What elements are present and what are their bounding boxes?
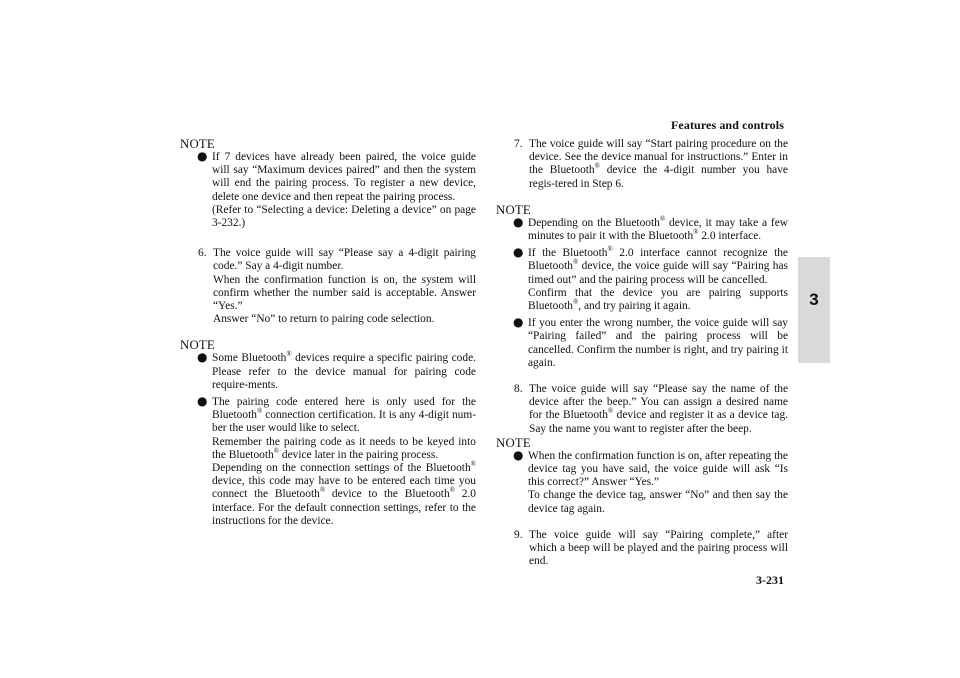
step-number: 8. bbox=[514, 383, 523, 396]
step-7 bbox=[496, 138, 788, 191]
step-8 bbox=[496, 383, 788, 436]
section-tab-number: 3 bbox=[809, 290, 819, 309]
note-label: NOTE bbox=[180, 137, 215, 151]
step-text: The voice guide will say “Please say a 4-digit pairing code.” Say a 4-digit number. bbox=[213, 247, 476, 273]
note-bullet bbox=[180, 352, 476, 392]
note-subtext: Remember the pairing code as it needs to be keyed into the Bluetooth® device later in the pairing process. bbox=[212, 435, 476, 461]
step-text: The voice guide will say “Start pairing procedure on the device. See the device manual for instructions.” Enter in the Bluetooth® device the 4-digit number you have regis-tered in Step 6. bbox=[529, 138, 788, 190]
note-label: NOTE bbox=[496, 435, 531, 450]
note-text: ● If you enter the wrong number, the voice guide will say “Pairing failed” and the pairing process will be cancelled. Confirm the number is right, and try pairing it again. bbox=[528, 317, 788, 369]
note-bullet bbox=[496, 214, 788, 243]
note-subtext: Confirm that the device you are pairing supports Bluetooth®, and try pairing it again. bbox=[528, 286, 788, 313]
note-label: NOTE bbox=[496, 202, 531, 217]
page-number: 3-231 bbox=[756, 573, 784, 587]
step-subtext: When the confirmation function is on, the system will confirm whether the number said is acceptable. Answer “Yes.” bbox=[213, 273, 476, 313]
step-9 bbox=[496, 529, 788, 569]
note-text: ● Some Bluetooth® devices require a specific pairing code. Please refer to the device manual for pairing code require-ments. bbox=[212, 350, 476, 391]
right-column bbox=[496, 138, 788, 581]
note-bullet bbox=[496, 450, 788, 516]
note-text: ● When the confirmation function is on, after repeating the device tag you have said, the voice guide will ask “Is this correct?” Answer “Yes.” bbox=[528, 449, 788, 489]
note-subtext: Depending on the connection settings of the Bluetooth® device, this code may have to be entered each time you connect the Bluetooth® device to the Bluetooth® 2.0 interface. For the default connection settings, refer to the instructions for the device. bbox=[212, 460, 476, 527]
step-6 bbox=[180, 247, 476, 326]
note-bullet bbox=[496, 247, 788, 313]
left-column bbox=[180, 138, 476, 532]
step-number: 6. bbox=[198, 247, 207, 260]
note-text: ● The pairing code entered here is only used for the Bluetooth® connection certification. It is any 4-digit num-ber the user would like to select. bbox=[212, 396, 476, 435]
note-text: ● If the Bluetooth® 2.0 interface cannot recognize the Bluetooth® device, the voice guide will say “Pairing has timed out” and the pairing process will be cancelled. bbox=[528, 245, 788, 286]
step-text: The voice guide will say “Please say the name of the device after the beep.” You can assign a desired name for the Bluetooth® device and register it as a device tag. Say the name you want to register after the beep. bbox=[529, 383, 788, 435]
step-number: 9. bbox=[514, 528, 523, 541]
note-reference: (Refer to “Selecting a device: Deleting a device” on page 3-232.) bbox=[212, 203, 476, 230]
step-text: The voice guide will say “Pairing complete,” after which a beep will be played and the pairing process will end. bbox=[529, 528, 788, 568]
note-bullet bbox=[496, 317, 788, 370]
note-bullet bbox=[180, 151, 476, 230]
note-subtext: To change the device tag, answer “No” and then say the device tag again. bbox=[528, 489, 788, 515]
step-number: 7. bbox=[514, 138, 523, 150]
step-subtext: Answer “No” to return to pairing code selection. bbox=[213, 313, 435, 326]
note-text: ● If 7 devices have already been paired, the voice guide will say “Maximum devices paired” and then the system will end the pairing process. To register a new device, delete one device and then repeat the pairing process. bbox=[212, 151, 476, 203]
section-tab bbox=[798, 257, 830, 363]
header-title: Features and controls bbox=[671, 118, 784, 132]
note-text: ● Depending on the Bluetooth® device, it may take a few minutes to pair it with the Bluetooth® 2.0 interface. bbox=[528, 214, 788, 243]
note-label: NOTE bbox=[180, 338, 215, 353]
note-bullet bbox=[180, 396, 476, 528]
